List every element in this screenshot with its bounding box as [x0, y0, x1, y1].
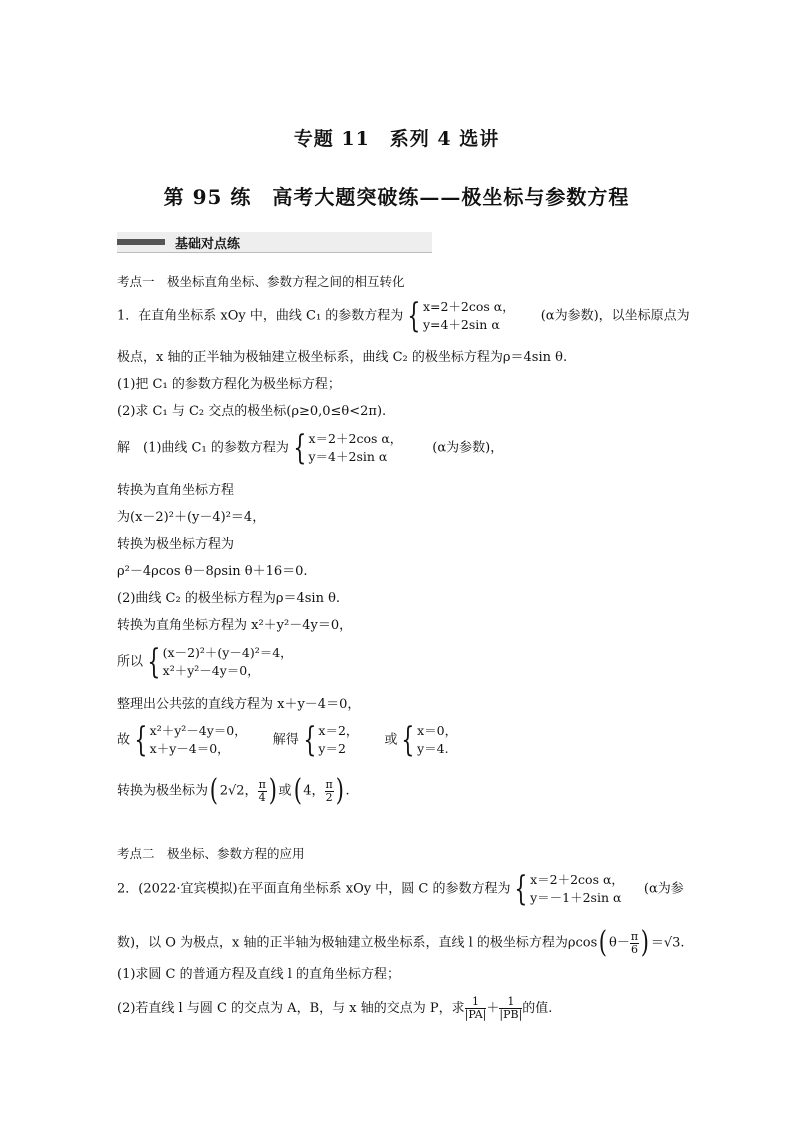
sol1-huo-eq1: x＝0， [417, 723, 458, 738]
sol1-end: . [345, 783, 350, 799]
sol1-point1-r: 2√2， [219, 783, 258, 799]
q2-sys-eq1: x＝2＋2cos α， [530, 872, 624, 887]
q2-part2-text: (2)若直线 l 与圆 C 的交点为 A，B，与 x 轴的交点为 P，求 [117, 1001, 465, 1016]
q1-part2: (2)求 C₁ 与 C₂ 交点的极坐标(ρ≥0,0≤θ<2π). [117, 404, 387, 419]
q2-stem-b: (α为参 [643, 881, 684, 897]
q2-theta: θ－ [609, 935, 630, 951]
paren-close: ) [640, 925, 650, 960]
brace: { [303, 720, 317, 760]
sol1-sys-eq1: x＝2＋2cos α， [308, 431, 403, 446]
section-bar-marker [117, 239, 165, 245]
q2-line1 [117, 871, 684, 907]
frac-den: 4 [258, 790, 266, 804]
sol1-jie-a: 解 (1)曲线 C₁ 的参数方程为 [117, 440, 289, 456]
q2-sys-eq2: y＝－1＋2sin α [530, 890, 622, 905]
sol1-gu-line [117, 722, 457, 758]
paren-open: ( [599, 925, 608, 960]
q2-frac-pa [465, 996, 487, 1021]
q2-part1: (1)求圆 C 的普通方程及直线 l 的直角坐标方程； [117, 967, 401, 982]
q1-stem-a: 1．在直角坐标系 xOy 中，曲线 C₁ 的参数方程为 [117, 308, 404, 324]
sol1-jiede: 解得 [272, 732, 299, 748]
q1-line2: 极点，x 轴的正半轴为极轴建立极坐标系，曲线 C₂ 的极坐标方程为ρ＝4sin θ. [117, 350, 568, 365]
q2-system [530, 871, 624, 907]
brace: { [401, 720, 415, 760]
sol1-suoyi-line [117, 644, 293, 680]
sol1-point2-r: 4， [303, 783, 325, 799]
sol1-suoyi: 所以 [117, 654, 144, 670]
q2-line2-text: 数)，以 O 为极点，x 轴的正半轴为极轴建立极坐标系，直线 l 的极坐标方程为ρcos [117, 935, 598, 951]
sol1-jiede-eq1: x＝2， [318, 723, 359, 738]
sol1-final-text: 转换为极坐标为 [117, 783, 209, 799]
section-label: 基础对点练 [175, 237, 241, 252]
frac-num: 1 [499, 996, 522, 1009]
sol1-system [308, 430, 402, 466]
frac-den: 6 [630, 942, 638, 956]
section-header [117, 232, 432, 253]
paren-open: ( [209, 773, 218, 808]
sol1-huo: 或 [384, 732, 398, 748]
sol1-suoyi-eq1: (x－2)²＋(y－4)²＝4， [162, 645, 293, 660]
sol1-l3: 转换为极坐标方程为 [117, 537, 235, 552]
q2-part2-end: 的值. [522, 1001, 553, 1016]
exercise-title: 第 95 练 高考大题突破练——极坐标与参数方程 [163, 185, 630, 209]
q2-pi-over-6 [630, 931, 639, 956]
sol1-point2-angle [325, 779, 334, 804]
sol1-huo-eq2: y＝4. [417, 741, 449, 756]
brace: { [293, 428, 307, 468]
kaodian-1-heading: 考点一 极坐标直角坐标、参数方程之间的相互转化 [117, 274, 405, 289]
frac-den: 2 [325, 790, 333, 804]
paren-close: ) [335, 773, 344, 808]
frac-den: |PB| [499, 1008, 523, 1021]
sol1-huo-system [417, 722, 457, 758]
paren-close: ) [268, 773, 277, 808]
q1-stem-b: (α为参数)，以坐标原点为 [540, 308, 690, 324]
sol1-l5: (2)曲线 C₂ 的极坐标方程为ρ＝4sin θ. [117, 591, 341, 606]
sol1-point1-angle [258, 779, 267, 804]
sol1-jie-b: (α为参数)， [432, 440, 504, 456]
sol1-suoyi-eq2: x²＋y²－4y＝0， [162, 663, 260, 678]
sol1-l1: 转换为直角坐标方程 [117, 483, 235, 498]
brace: { [147, 642, 161, 682]
q1-line1 [117, 298, 690, 334]
sol1-huo2: 或 [278, 783, 292, 799]
chapter-title: 专题 11 系列 4 选讲 [293, 128, 500, 150]
sol1-line-jie [117, 430, 503, 466]
frac-num: π [630, 929, 639, 943]
sol1-gu: 故 [117, 732, 131, 748]
sol1-l4: ρ²－4ρcos θ－8ρsin θ＋16＝0. [117, 564, 308, 579]
frac-num: π [325, 777, 333, 791]
sol1-jiede-eq2: y＝2 [318, 741, 346, 756]
kaodian-2-heading: 考点二 极坐标、参数方程的应用 [117, 846, 305, 861]
sol1-final-line [117, 773, 350, 808]
q1-system [423, 298, 515, 334]
brace: { [407, 296, 421, 336]
sol1-gu-eq1: x²＋y²－4y＝0， [149, 723, 247, 738]
frac-num: 1 [465, 996, 487, 1009]
sol1-jiede-system [318, 722, 358, 758]
q2-line2-end: ＝√3. [650, 935, 685, 951]
sol1-l6: 转换为直角坐标方程为 x²＋y²－4y＝0， [117, 618, 353, 633]
brace: { [134, 720, 148, 760]
sol1-sys-eq2: y＝4＋2sin α [308, 449, 388, 464]
sol1-l7: 整理出公共弦的直线方程为 x＋y－4＝0， [117, 697, 361, 712]
q2-part2 [117, 996, 552, 1021]
sol1-gu-eq2: x＋y－4＝0， [149, 741, 230, 756]
sol1-suoyi-system [163, 644, 293, 680]
frac-den: |PA| [464, 1008, 487, 1021]
q2-line2 [117, 925, 685, 960]
paren-open: ( [293, 773, 302, 808]
q2-plus: ＋ [486, 1001, 500, 1016]
q1-sys-eq1: x=2＋2cos α， [422, 299, 515, 314]
q2-stem-a: 2．(2022·宜宾模拟)在平面直角坐标系 xOy 中，圆 C 的参数方程为 [117, 881, 511, 897]
sol1-gu-system [150, 722, 247, 758]
q2-frac-pb [499, 996, 522, 1021]
sol1-l2: 为(x－2)²＋(y－4)²＝4， [117, 510, 266, 525]
q1-part1: (1)把 C₁ 的参数方程化为极坐标方程； [117, 377, 341, 392]
brace: { [514, 869, 528, 909]
q1-sys-eq2: y=4＋2sin α [422, 317, 500, 332]
frac-num: π [258, 777, 266, 791]
